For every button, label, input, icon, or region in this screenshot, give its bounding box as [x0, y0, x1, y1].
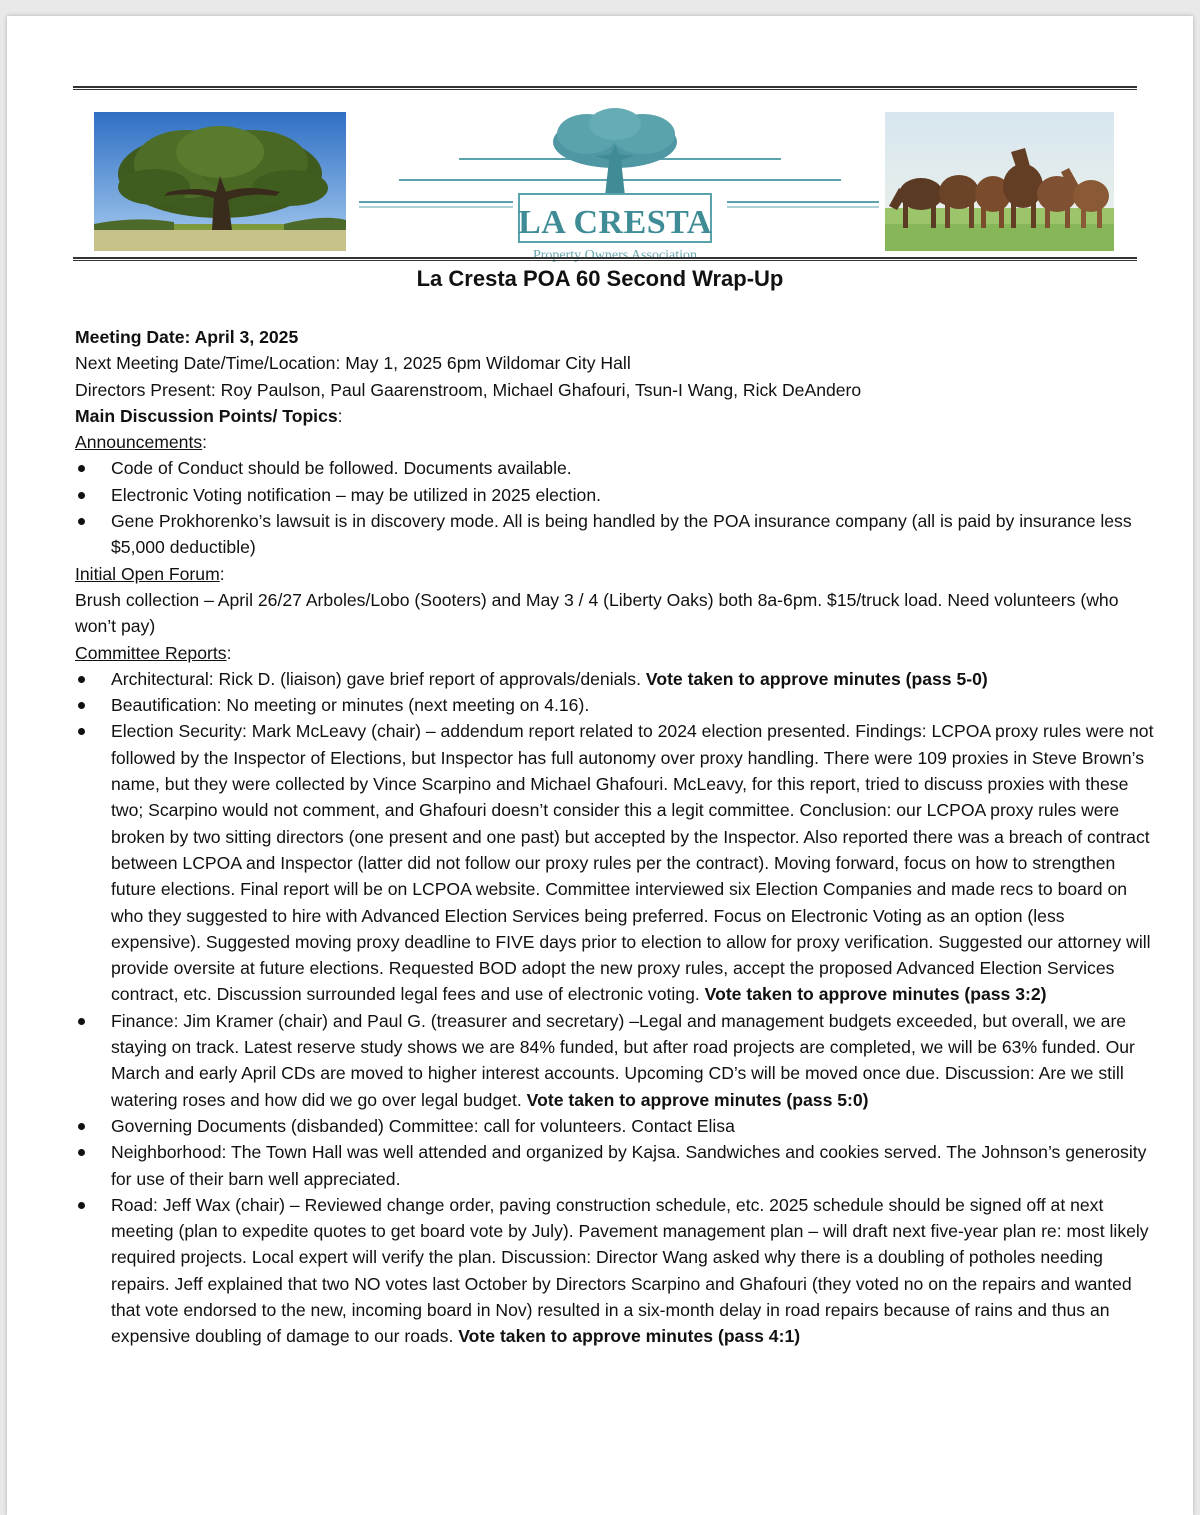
- meeting-date: Meeting Date: April 3, 2025: [75, 327, 299, 347]
- la-cresta-logo: [351, 104, 879, 263]
- header-rule-top: [73, 86, 1137, 90]
- document-page: [7, 16, 1193, 1515]
- open-forum-text: Brush collection – April 26/27 Arboles/Lobo (Sooters) and May 3 / 4 (Liberty Oaks) both 8a-6pm. $15/truck load. Need volunteers (who won’t pay): [75, 589, 1119, 637]
- list-item: [75, 1139, 1155, 1192]
- oak-tree-photo: [94, 112, 346, 251]
- vote-result: Vote taken to approve minutes (pass 4:1): [458, 1326, 801, 1347]
- main-discussion-colon: :: [337, 405, 343, 426]
- vote-result: Vote taken to approve minutes (pass 5:0): [526, 1089, 869, 1110]
- logo-title: LA CRESTA: [518, 204, 712, 241]
- item-text: Finance: Jim Kramer (chair) and Paul G. (treasurer and secretary) –Legal and management budgets exceeded, but overall, we are staying on track. Latest reserve study shows we are 84% funded, but after road projects are completed, we will be 63% funded. Our March and early April CDs are moved to higher interest accounts. Upcoming CD’s will be moved once due. Discussion: Are we still watering roses and how did we go over legal budget.: [111, 1010, 1135, 1110]
- item-text: Beautification: No meeting or minutes (next meeting on 4.16).: [111, 695, 590, 716]
- directors-present: Directors Present: Roy Paulson, Paul Gaarenstroom, Michael Ghafouri, Tsun-I Wang, Rick DeAndero: [75, 379, 862, 400]
- header-rule-bottom: [73, 257, 1137, 261]
- list-item: [75, 692, 1155, 718]
- list-item: [75, 1192, 1155, 1350]
- list-item: [75, 666, 1155, 692]
- list-item: Code of Conduct should be followed. Documents available.: [75, 455, 1155, 481]
- announcements-label: Announcements: [75, 432, 203, 453]
- announcements-heading: Announcements:: [75, 432, 208, 453]
- open-forum-heading: Initial Open Forum:: [75, 563, 225, 584]
- committee-label: Committee Reports: [75, 642, 227, 663]
- list-item: Gene Prokhorenko’s lawsuit is in discovery mode. All is being handled by the POA insurance company (all is paid by insurance less $5,000 deductible): [75, 508, 1155, 561]
- item-text: Architectural: Rick D. (liaison) gave brief report of approvals/denials.: [111, 668, 646, 689]
- item-text: Governing Documents (disbanded) Committee: call for volunteers. Contact Elisa: [111, 1115, 735, 1136]
- horses-photo: [885, 112, 1114, 251]
- list-item: Electronic Voting notification – may be utilized in 2025 election.: [75, 482, 1155, 508]
- item-text: Election Security: Mark McLeavy (chair) – addendum report related to 2024 election presented. Findings: LCPOA proxy rules were not followed by the Inspector of Elections, but Inspector has full autonomy over proxy handling. There were 109 proxies in Steve Brown’s name, but they were collected by Vince Scarpino and Michael Ghafouri. McLeavy, for this report, tried to discuss proxies with these two; Scarpino would not comment, and Ghafouri doesn’t consider this a legit committee. Conclusion: our LCPOA proxy rules were broken by two sitting directors (one present and one past) but accepted by the Inspector. Also reported there was a breach of contract between LCPOA and Inspector (latter did not follow our proxy rules per the contract). Moving forward, focus on how to strengthen future elections. Final report will be on LCPOA website. Committee interviewed six Election Companies and made recs to board on who they suggested to hire with Advanced Election Services being preferred. Focus on Electronic Voting as an option (less expensive). Suggested moving proxy deadline to FIVE days prior to election to allow for proxy verification. Suggested our attorney will provide oversite at future elections. Requested BOD adopt the new proxy rules, accept the proposed Advanced Election Services contract, etc. Discussion surrounded legal fees and use of electronic voting.: [111, 721, 1154, 1005]
- logo-subtitle: Property Owners Association: [532, 248, 698, 263]
- committee-list: [75, 666, 1155, 1350]
- vote-result: Vote taken to approve minutes (pass 5-0): [645, 668, 988, 689]
- next-meeting: Next Meeting Date/Time/Location: May 1, 2025 6pm Wildomar City Hall: [75, 353, 631, 374]
- item-text: Neighborhood: The Town Hall was well attended and organized by Kajsa. Sandwiches and cookies served. The Johnson’s generosity for use of their barn well appreciated.: [111, 1142, 1147, 1189]
- committee-heading: Committee Reports:: [75, 642, 232, 663]
- announcements-list: [75, 455, 1155, 560]
- main-discussion-label: Main Discussion Points/ Topics: [75, 405, 338, 426]
- document-body: [75, 324, 1155, 1350]
- list-item: [75, 718, 1155, 1007]
- open-forum-label: Initial Open Forum: [75, 563, 220, 584]
- list-item: [75, 1008, 1155, 1113]
- item-text: Road: Jeff Wax (chair) – Reviewed change order, paving construction schedule, etc. 2025 schedule should be signed off at next meeting (plan to expedite quotes to get board vote by July). Pavement management plan – will draft next five-year plan re: most likely required projects. Local expert will verify the plan. Discussion: Director Wang asked why there is a doubling of potholes needing repairs. Jeff explained that two NO votes last October by Directors Scarpino and Ghafouri (they voted no on the repairs and wanted that vote endorsed to the new, incoming board in Nov) resulted in a six-month delay in road repairs because of rains and thus an expensive doubling of damage to our roads.: [111, 1194, 1149, 1347]
- vote-result: Vote taken to approve minutes (pass 3:2): [704, 984, 1047, 1005]
- main-discussion-heading: [75, 403, 1155, 429]
- list-item: [75, 1113, 1155, 1139]
- document-title: La Cresta POA 60 Second Wrap-Up: [416, 266, 784, 291]
